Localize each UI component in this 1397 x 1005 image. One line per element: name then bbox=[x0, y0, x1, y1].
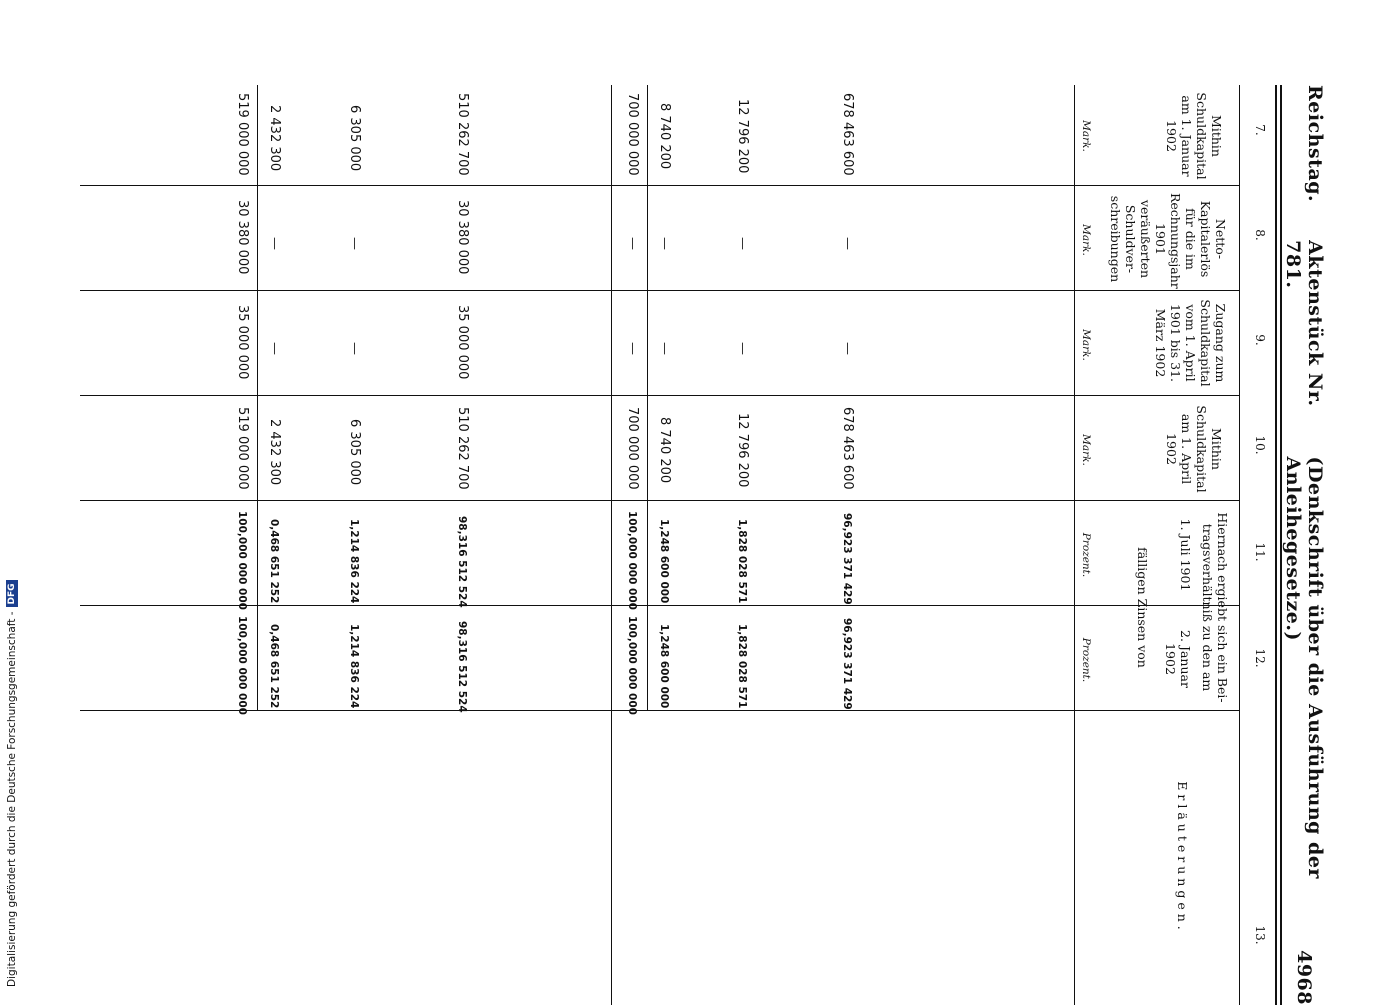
r1-c12: 96,923 371 429 bbox=[841, 618, 853, 710]
rotated-table-sheet bbox=[80, 85, 1326, 1005]
r6-c9: — bbox=[347, 342, 362, 355]
r2-c7: 12 796 200 bbox=[735, 99, 750, 174]
r8-c8: 30 380 000 bbox=[235, 200, 250, 275]
dfg-logo: DFG bbox=[6, 580, 18, 607]
r4-c7: 700 000 000 bbox=[625, 93, 640, 176]
r7-c7: 2 432 300 bbox=[267, 105, 282, 172]
r6-c7: 6 305 000 bbox=[347, 105, 362, 172]
r2-c11: 1,828 028 571 bbox=[736, 519, 748, 604]
r6-c12: 1,214 836 224 bbox=[348, 624, 360, 709]
colnum-rule bbox=[1239, 85, 1240, 1005]
colnum-12: 12. bbox=[1253, 648, 1267, 668]
r7-c12: 0,468 651 252 bbox=[268, 624, 280, 709]
header-left bbox=[1282, 85, 1326, 950]
r2-c9: — bbox=[735, 342, 750, 355]
r3-c10: 8 740 200 bbox=[657, 417, 672, 484]
header-col-8: Netto-Kapitalerlös für die im Rechnungsjahr 1901 veräußerten Schuldver-schreibungen bbox=[1108, 193, 1228, 289]
r7-c11: 0,468 651 252 bbox=[268, 519, 280, 604]
r6-c10: 6 305 000 bbox=[347, 419, 362, 486]
r3-c12: 1,248 600 000 bbox=[658, 624, 670, 709]
header-col-13: Erläuterungen. bbox=[1175, 781, 1190, 934]
divider-7-8 bbox=[80, 185, 1240, 186]
r4-c10: 700 000 000 bbox=[625, 407, 640, 490]
r4-c12: 100,000 000 000 bbox=[626, 616, 638, 715]
header-col-11-12-top: Hiernach ergiebt sich ein Bei-tragsverhältniß zu den am bbox=[1200, 512, 1230, 703]
r8-c7: 519 000 000 bbox=[235, 93, 250, 176]
r4-c9: — bbox=[625, 342, 640, 355]
row3-sum-rule bbox=[647, 85, 648, 710]
r2-c10: 12 796 200 bbox=[735, 413, 750, 488]
header-col-12-sub: 2. Januar 1902 bbox=[1163, 630, 1193, 688]
r5-c7: 510 262 700 bbox=[455, 93, 470, 176]
r5-c9: 35 000 000 bbox=[455, 305, 470, 380]
r7-c10: 2 432 300 bbox=[267, 419, 282, 486]
colnum-11: 11. bbox=[1253, 542, 1267, 562]
r5-c8: 30 380 000 bbox=[455, 200, 470, 275]
r1-c7: 678 463 600 bbox=[840, 93, 855, 176]
r2-c12: 1,828 028 571 bbox=[736, 624, 748, 709]
r1-c10: 678 463 600 bbox=[840, 407, 855, 490]
r8-c10: 519 000 000 bbox=[235, 407, 250, 490]
unit-col-12: Prozent. bbox=[1080, 637, 1092, 683]
divider-8-9 bbox=[80, 290, 1240, 291]
colnum-10: 10. bbox=[1253, 435, 1267, 455]
colnum-13: 13. bbox=[1253, 925, 1267, 945]
header-col-9: Zugang zum Schuldkapital vom 1. April 1901 bis 31. März 1902 bbox=[1153, 299, 1228, 387]
r3-c8: — bbox=[657, 237, 672, 250]
r4-c8: — bbox=[625, 237, 640, 250]
r1-c11: 96,923 371 429 bbox=[841, 513, 853, 605]
r2-c8: — bbox=[735, 237, 750, 250]
r8-c11: 100,000 000 000 bbox=[236, 511, 248, 610]
header-aktenstueck: Aktenstück Nr. 781. bbox=[1282, 240, 1326, 407]
r8-c9: 35 000 000 bbox=[235, 305, 250, 380]
unit-col-9: Mark. bbox=[1080, 329, 1092, 361]
unit-col-8: Mark. bbox=[1080, 224, 1092, 256]
r1-c8: — bbox=[840, 237, 855, 250]
header-col-11-sub: 1. Juli 1901 bbox=[1178, 518, 1193, 592]
r3-c11: 1,248 600 000 bbox=[658, 519, 670, 604]
header-rule-2 bbox=[1275, 85, 1277, 1005]
header-col-10: Mithin Schuldkapital am 1. April 1902 bbox=[1164, 405, 1224, 493]
unit-col-10: Mark. bbox=[1080, 434, 1092, 466]
r5-c10: 510 262 700 bbox=[455, 407, 470, 490]
column-number-row bbox=[1241, 85, 1267, 1005]
page-number: 4968 bbox=[1293, 950, 1315, 1005]
unit-col-7: Mark. bbox=[1080, 120, 1092, 152]
colnum-9: 9. bbox=[1253, 334, 1267, 346]
header-rule-1 bbox=[1280, 85, 1282, 1005]
digitization-text: Digitalisierung gefördert durch die Deutsche Forschungsgemeinschaft - bbox=[6, 611, 18, 987]
page-header bbox=[1282, 85, 1326, 1005]
header-bottom-rule bbox=[1074, 85, 1075, 1005]
r7-c9: — bbox=[267, 342, 282, 355]
header-col-11-12-bottom: fälligen Zinsen von bbox=[1135, 547, 1150, 668]
r6-c11: 1,214 836 224 bbox=[348, 519, 360, 604]
header-col-7: Mithin Schuldkapital am 1. Januar 1902 bbox=[1164, 92, 1224, 180]
divider-11-12 bbox=[80, 605, 1240, 606]
header-reichstag: Reichstag. bbox=[1304, 85, 1326, 203]
divider-12-13 bbox=[80, 710, 1240, 711]
r5-c12: 98,316 512 524 bbox=[456, 621, 468, 713]
r8-c12: 100,000 000 000 bbox=[236, 616, 248, 715]
unit-col-11: Prozent. bbox=[1080, 532, 1092, 578]
r1-c9: — bbox=[840, 342, 855, 355]
r6-c8: — bbox=[347, 237, 362, 250]
section-rule bbox=[611, 85, 612, 1005]
digitization-note bbox=[2, 0, 22, 995]
colnum-7: 7. bbox=[1253, 124, 1267, 136]
divider-10-11 bbox=[80, 500, 1240, 501]
colnum-8: 8. bbox=[1253, 229, 1267, 241]
row7-sum-rule bbox=[257, 85, 258, 710]
r4-c11: 100,000 000 000 bbox=[626, 511, 638, 610]
r3-c9: — bbox=[657, 342, 672, 355]
r7-c8: — bbox=[267, 237, 282, 250]
r3-c7: 8 740 200 bbox=[657, 103, 672, 170]
header-title: (Denkschrift über die Ausführung der Anleihegesetze.) bbox=[1282, 456, 1326, 879]
divider-9-10 bbox=[80, 395, 1240, 396]
r5-c11: 98,316 512 524 bbox=[456, 516, 468, 608]
